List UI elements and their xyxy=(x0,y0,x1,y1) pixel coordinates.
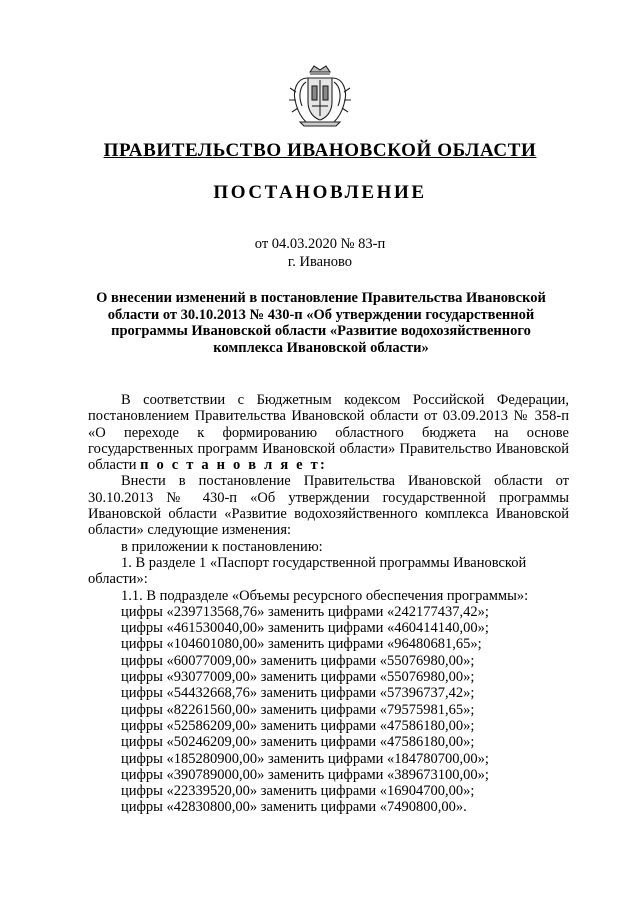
coat-of-arms-icon xyxy=(286,62,354,130)
government-title: ПРАВИТЕЛЬСТВО ИВАНОВСКОЙ ОБЛАСТИ xyxy=(103,140,537,161)
document-city: г. Иваново xyxy=(287,254,353,270)
replacement-line: цифры «239713568,76» заменить цифрами «242177437,42»; xyxy=(121,603,489,620)
document-type: ПОСТАНОВЛЕНИЕ xyxy=(213,182,427,203)
preamble-paragraph xyxy=(88,392,569,473)
replacement-line: цифры «104601080,00» заменить цифрами «96480681,65»; xyxy=(121,636,482,653)
replacement-line: цифры «50246209,00» заменить цифрами «47586180,00»; xyxy=(121,734,475,751)
replacement-line: цифры «461530040,00» заменить цифрами «460414140,00»; xyxy=(121,620,489,637)
document-subject: О внесении изменений в постановление Правительства Ивановской области от 30.10.2013 № 430-п «Об утверждении государственной программы Ивановской области «Развитие водохозяйственного комплекса Ивановской области» xyxy=(96,290,546,356)
replacement-line: цифры «54432668,76» заменить цифрами «57396737,42»; xyxy=(121,685,475,702)
document-date-number: от 04.03.2020 № 83-п xyxy=(254,236,386,252)
intro-paragraph: Внести в постановление Правительства Ивановской области от 30.10.2013 № 430-п «Об утверждении государственной программы Ивановской области «Развитие водохозяйственного комплекса Ивановской области» следующие изменения: xyxy=(88,473,569,539)
appendix-line: в приложении к постановлению: xyxy=(121,538,323,555)
replacement-line: цифры «22339520,00» заменить цифрами «16904700,00»; xyxy=(121,783,475,800)
replacement-line: цифры «42830800,00» заменить цифрами «7490800,00». xyxy=(121,799,467,816)
decree-word: п о с т а н о в л я е т: xyxy=(140,457,327,474)
replacement-line: цифры «60077009,00» заменить цифрами «55076980,00»; xyxy=(121,652,475,669)
document-body xyxy=(88,392,569,816)
replacement-line: цифры «52586209,00» заменить цифрами «47586180,00»; xyxy=(121,717,475,734)
replacement-line: цифры «390789000,00» заменить цифрами «389673100,00»; xyxy=(121,766,489,783)
replacement-line: цифры «185280900,00» заменить цифрами «184780700,00»; xyxy=(121,750,489,767)
preamble-text: В соответствии с Бюджетным кодексом Российской Федерации, постановлением Правительства Ивановской области от 03.09.2013 № 358-п «О переходе к формированию областного бюджета на основе государственных программ Ивановской области» Правительство Ивановской области xyxy=(88,392,569,474)
section-1-paragraph: 1. В разделе 1 «Паспорт государственной программы Ивановской области»: xyxy=(88,554,527,588)
replacement-line: цифры «93077009,00» заменить цифрами «55076980,00»; xyxy=(121,669,475,686)
subsection-1-1-line: 1.1. В подразделе «Объемы ресурсного обеспечения программы»: xyxy=(121,587,529,604)
replacement-line: цифры «82261560,00» заменить цифрами «79575981,65»; xyxy=(121,701,475,718)
